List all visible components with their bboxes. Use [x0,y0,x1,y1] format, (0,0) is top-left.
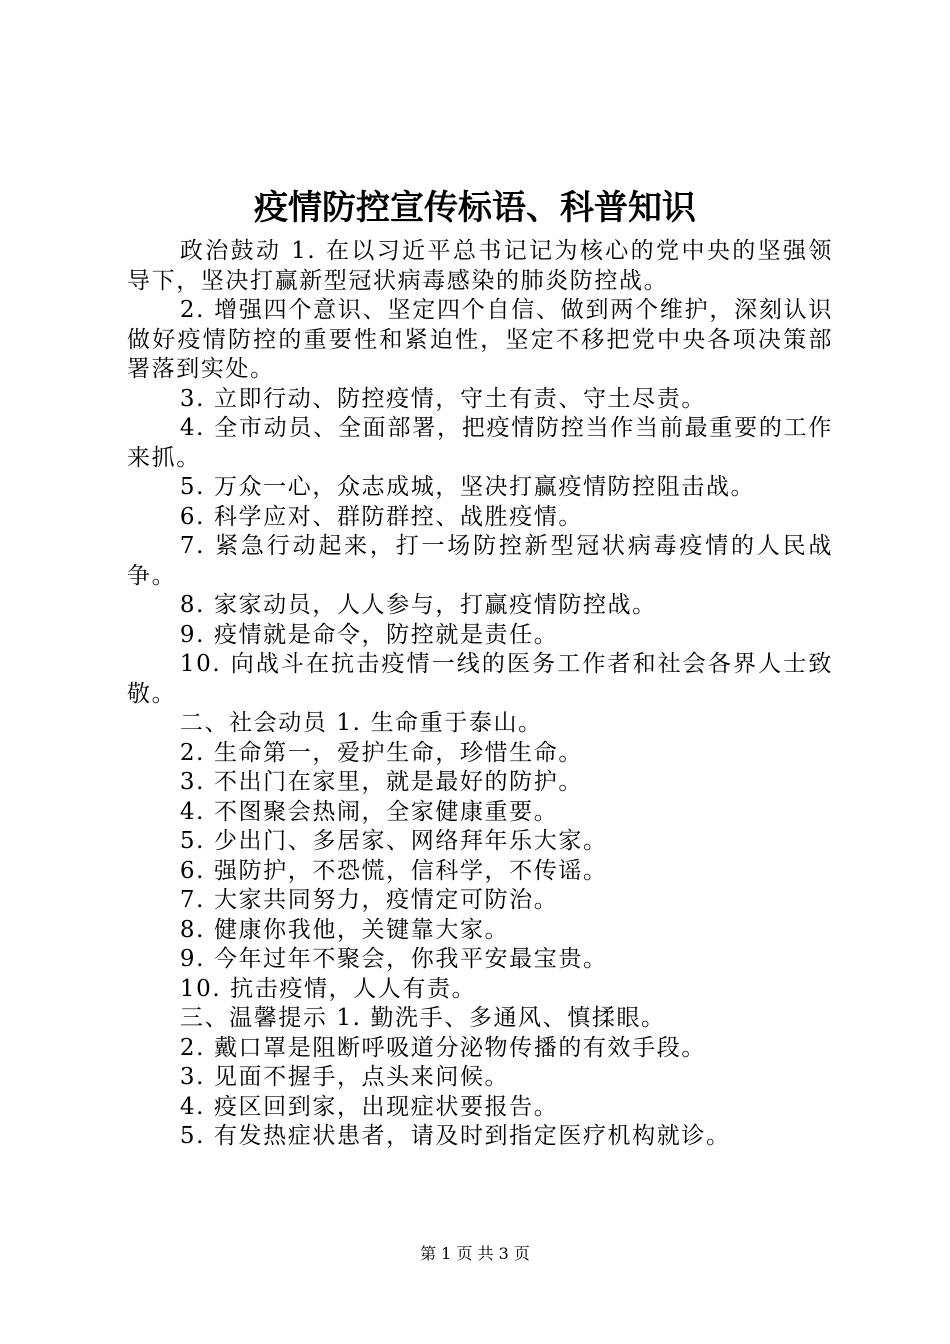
paragraph: 3. 不出门在家里，就是最好的防护。 [179,769,583,795]
paragraph: 2. 增强四个意识、坚定四个自信、做到两个维护，深刻认识做好疫情防控的重要性和紧迫性，坚定不移把党中央各项决策部署落到实处。 [127,297,833,382]
page-number-footer: 第 1 页 共 3 页 [420,1244,530,1263]
paragraph: 3. 立即行动、防控疫情，守土有责、守土尽责。 [179,385,706,412]
paragraph: 10. 向战斗在抗击疫情一线的医务工作者和社会各界人士致敬。 [127,651,833,707]
paragraph: 4. 全市动员、全面部署，把疫情防控当作当前最重要的工作来抓。 [127,415,833,471]
paragraph: 2. 生命第一，爱护生命，珍惜生命。 [179,739,583,766]
paragraph: 8. 家家动员，人人参与，打赢疫情防控战。 [179,592,657,618]
paragraph: 9. 今年过年不聚会，你我平安最宝贵。 [179,946,608,972]
paragraph: 5. 万众一心，众志成城，坚决打赢疫情防控阻击战。 [179,474,756,500]
paragraph: 7. 紧急行动起来，打一场防控新型冠状病毒疫情的人民战争。 [127,533,833,589]
paragraph: 10. 抗击疫情，人人有责。 [179,975,477,1002]
paragraph: 二、社会动员 1. 生命重于泰山。 [179,710,543,736]
paragraph: 三、温馨提示 1. 勤洗手、多通风、慎揉眼。 [179,1005,666,1031]
paragraph: 政治鼓动 1. 在以习近平总书记记为核心的党中央的坚强领导下，坚决打赢新型冠状病毒感染的肺炎防控战。 [127,238,833,294]
document-body [127,237,833,1152]
document-title: 疫情防控宣传标语、科普知识 [254,188,696,228]
paragraph: 5. 少出门、多居家、网络拜年乐大家。 [179,828,608,854]
paragraph: 3. 见面不握手，点头来问候。 [179,1064,510,1090]
paragraph: 6. 强防护，不恐慌，信科学，不传谣。 [179,857,608,884]
paragraph: 2. 戴口罩是阻断呼吸道分泌物传播的有效手段。 [179,1034,706,1061]
paragraph: 5. 有发热症状患者，请及时到指定医疗机构就诊。 [179,1123,731,1149]
paragraph: 8. 健康你我他，关键靠大家。 [179,916,510,943]
paragraph: 9. 疫情就是命令，防控就是责任。 [179,621,559,648]
paragraph: 4. 不图聚会热闹，全家健康重要。 [179,798,559,825]
paragraph: 4. 疫区回到家，出现症状要报告。 [179,1093,559,1120]
paragraph: 7. 大家共同努力，疫情定可防治。 [179,887,559,913]
paragraph: 6. 科学应对、群防群控、战胜疫情。 [179,503,583,530]
